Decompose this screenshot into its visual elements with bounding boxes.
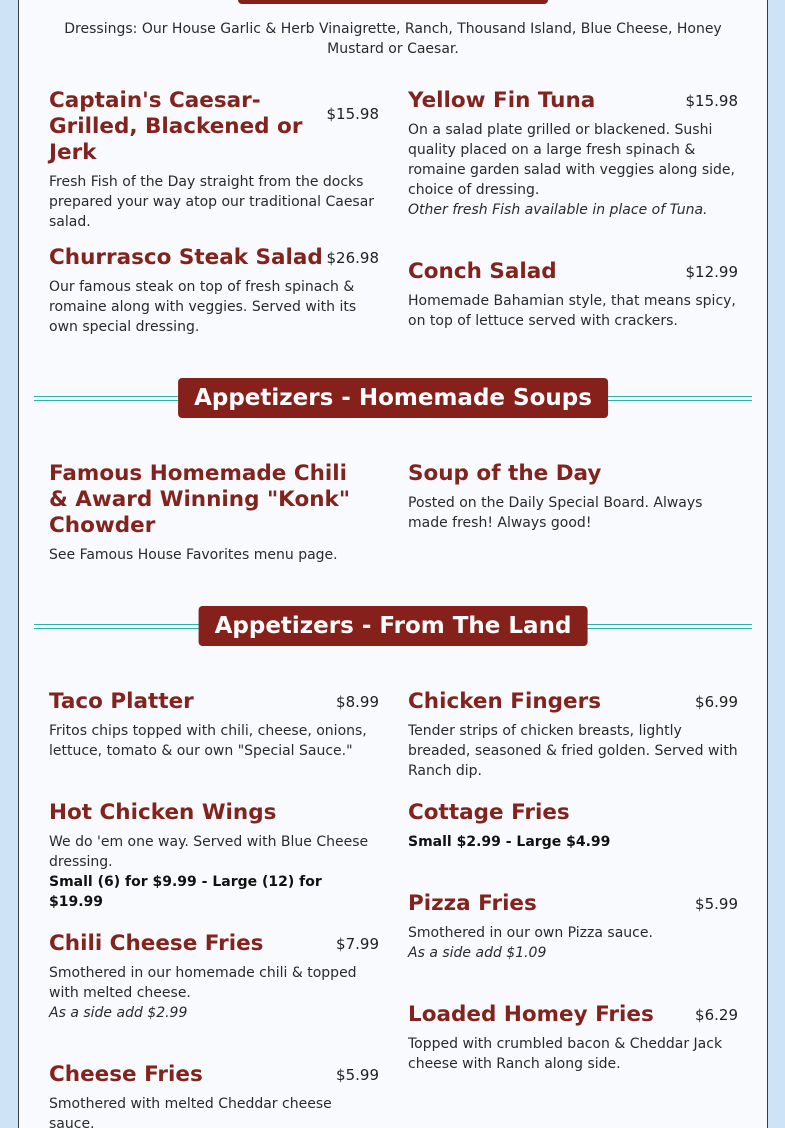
item-description: Fritos chips topped with chili, cheese, onions, lettuce, tomato & our own "Special Sauce." [49,723,367,759]
item-price: $6.99 [695,693,738,711]
menu-item-captains-caesar [49,88,379,232]
item-note: As a side add $1.09 [408,945,547,961]
item-note: Other fresh Fish available in place of Tuna. [408,202,708,218]
item-name: Taco Platter [49,689,194,714]
section-header-soups [34,378,752,418]
menu-item-taco-platter [49,689,379,761]
section-title: Appetizers - Homemade Soups [178,378,608,418]
item-price: $15.98 [685,92,738,110]
item-description: Posted on the Daily Special Board. Always made fresh! Always good! [408,495,703,531]
item-name: Churrasco Steak Salad [49,245,323,270]
menu-item-soup-of-the-day [408,461,738,533]
menu-item-hot-chicken-wings [49,800,379,912]
item-description: On a salad plate grilled or blackened. Sushi quality placed on a large fresh spinach & romaine garden salad with veggies along side, choice of dressing. [408,122,735,198]
item-description: Fresh Fish of the Day straight from the docks prepared your way atop our traditional Caesar salad. [49,174,375,230]
item-name: Famous Homemade Chili & Award Winning "Konk" Chowder [49,461,351,538]
item-price: $5.99 [336,1066,379,1084]
item-name: Hot Chicken Wings [49,800,277,825]
menu-item-pizza-fries [408,891,738,963]
menu-page [18,0,768,1128]
item-price: $5.99 [695,895,738,913]
menu-item-chili-chowder [49,461,379,565]
item-description: See Famous House Favorites menu page. [49,547,338,563]
menu-item-cottage-fries [408,800,738,852]
item-name: Soup of the Day [408,461,602,486]
menu-item-loaded-homey-fries [408,1002,738,1074]
item-description: Topped with crumbled bacon & Cheddar Jack cheese with Ranch along side. [408,1036,723,1072]
section-header-tab [238,0,548,4]
section-header-land [34,606,752,646]
item-price: $7.99 [336,935,379,953]
menu-item-yellow-fin-tuna [408,88,738,220]
item-price: $15.98 [326,105,379,123]
item-description: Smothered in our own Pizza sauce. [408,925,653,941]
item-name: Chili Cheese Fries [49,931,264,956]
item-name: Yellow Fin Tuna [408,88,596,113]
item-description: We do 'em one way. Served with Blue Cheese dressing. [49,834,369,870]
item-description: Our famous steak on top of fresh spinach & romaine along with veggies. Served with its own special dressing. [49,279,357,335]
item-description: Smothered in our homemade chili & topped with melted cheese. [49,965,357,1001]
item-name: Captain's Caesar- Grilled, Blackened or Jerk [49,88,303,165]
dressings-note: Dressings: Our House Garlic & Herb Vinaigrette, Ranch, Thousand Island, Blue Cheese, Honey Mustard or Caesar. [64,21,722,57]
menu-item-chicken-fingers [408,689,738,781]
menu-item-conch-salad [408,259,738,331]
item-description: Smothered with melted Cheddar cheese sauce. [49,1096,332,1128]
item-name: Chicken Fingers [408,689,602,714]
item-description: Tender strips of chicken breasts, lightly breaded, seasoned & fried golden. Served with Ranch dip. [408,723,738,779]
item-name: Cheese Fries [49,1062,203,1087]
item-name: Loaded Homey Fries [408,1002,654,1027]
item-note: As a side add $2.99 [49,1005,188,1021]
item-description: Homemade Bahamian style, that means spicy, on top of lettuce served with crackers. [408,293,736,329]
menu-item-churrasco-steak-salad [49,245,379,337]
item-sizes: Small $2.99 - Large $4.99 [408,834,611,850]
item-price: $26.98 [326,249,379,267]
item-sizes: Small (6) for $9.99 - Large (12) for $19.99 [49,874,322,910]
item-price: $12.99 [685,263,738,281]
item-name: Cottage Fries [408,800,570,825]
item-name: Conch Salad [408,259,557,284]
menu-item-chili-cheese-fries [49,931,379,1023]
section-title: Appetizers - From The Land [199,606,588,646]
item-price: $8.99 [336,693,379,711]
item-price: $6.29 [695,1006,738,1024]
menu-item-cheese-fries [49,1062,379,1128]
item-name: Pizza Fries [408,891,537,916]
